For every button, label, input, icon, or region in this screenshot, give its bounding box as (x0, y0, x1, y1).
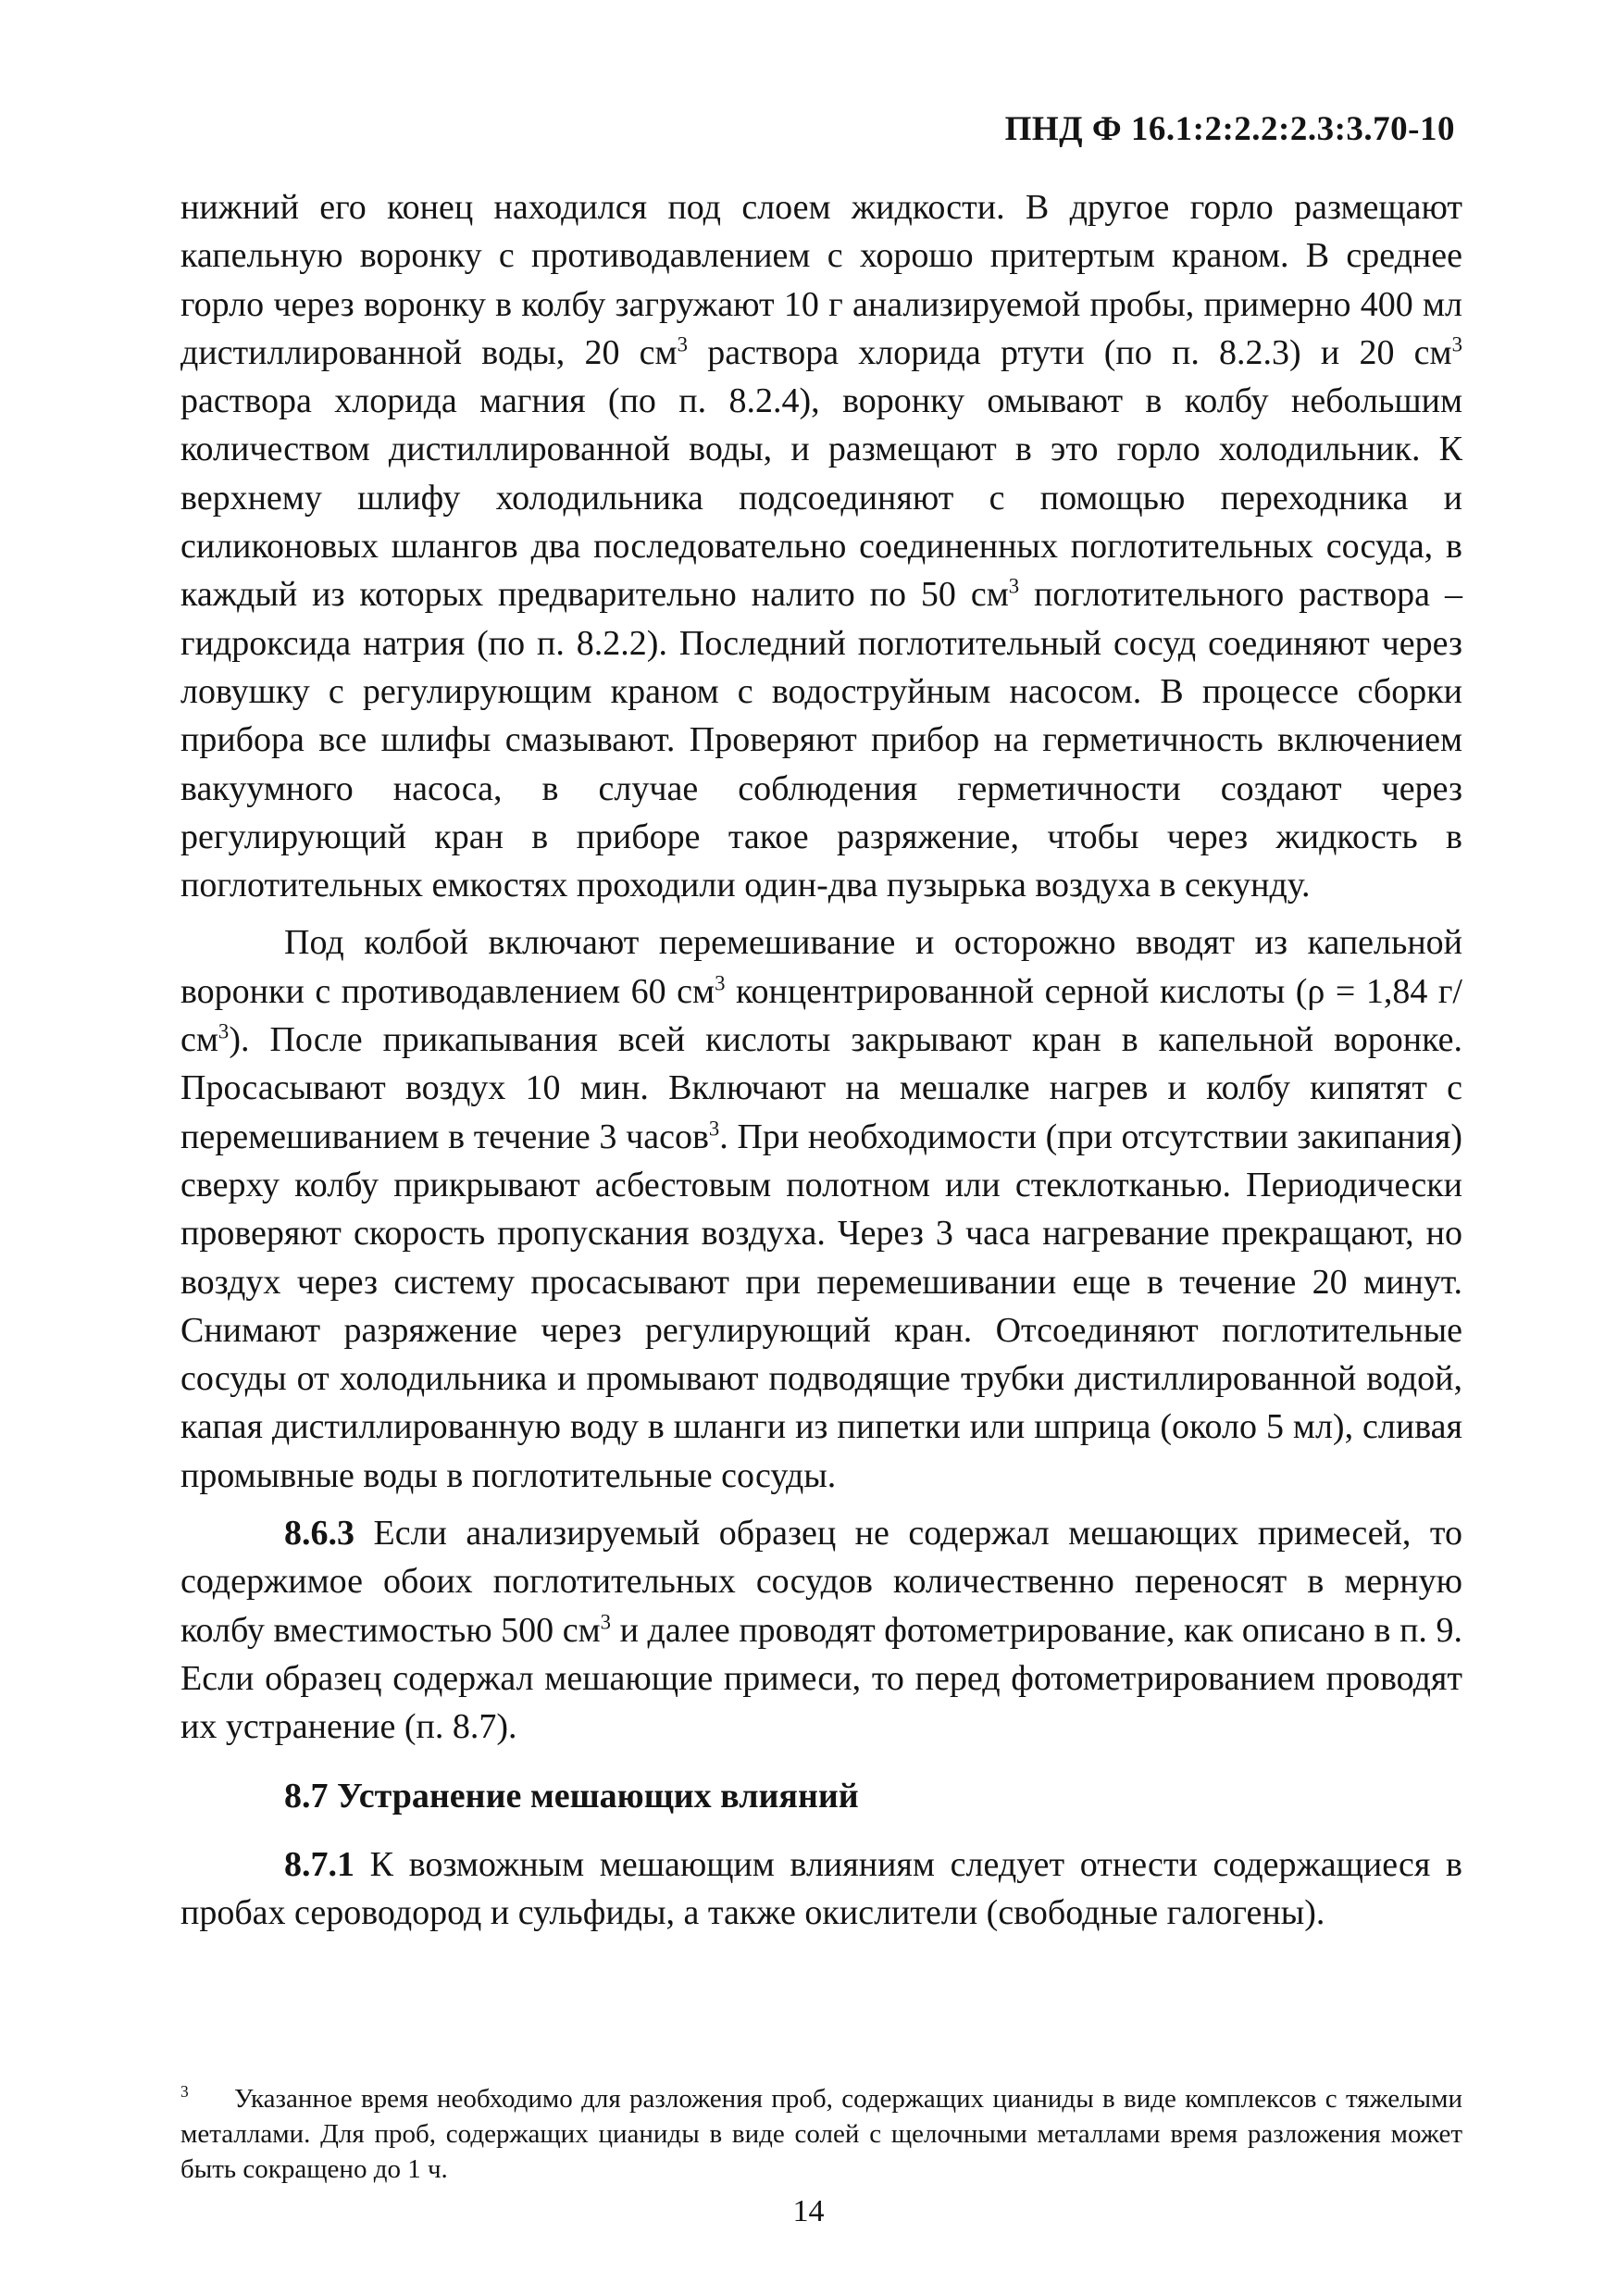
paragraph-continued: нижний его конец находился под слоем жидкости. В другое горло размещают капельную воронку с противодавлением с хорошо притертым краном. В среднее горло через воронку в колбу загружают 10 г анализируемой пробы, примерно 400 мл дистиллированной воды, 20 $см^3$ раствора хлорида ртути (по п. 8.2.3) и 20 $см^3$ раствора хлорида магния (по п. 8.2.4), воронку омывают в колбу небольшим количеством дистиллированной воды, и размещают в это горло холодильник. К верхнему шлифу холодильника подсоединяют с помощью переходника и силиконовых шлангов два последовательно соединенных поглотительных сосуда, в каждый из которых предварительно налито по 50 $см^3$ поглотительного раствора – гидроксида натрия (по п. 8.2.2). Последний поглотительный сосуд соединяют через ловушку с регулирующим краном с водоструйным насосом. В процессе сборки прибора все шлифы смазывают. Проверяют прибор на герметичность включением вакуумного насоса, в случае соблюдения герметичности создают через регулирующий кран в приборе такое разряжение, чтобы через жидкость в поглотительных емкостях проходили один-два пузырька воздуха в секунду. (180, 188, 1462, 905)
footnote: 3 Указанное время необходимо для разложения проб, содержащих цианиды в виде комплексов с тяжелыми металлами. Для проб, содержащих цианиды в виде солей с щелочными металлами время разложения может быть сокращено до 1 ч. (180, 2082, 1462, 2184)
section-heading: 8.7 Устранение мешающих влияний (284, 1776, 859, 1816)
document-code-header: ПНД Ф 16.1:2:2.2:2.3:3.70-10 (1004, 110, 1455, 148)
footnote-text: Указанное время необходимо для разложения проб, содержащих цианиды в виде комплексов с тяжелыми металлами. Для проб, содержащих цианиды в виде солей с щелочными металлами время разложения может быть сокращено до 1 ч. (180, 2084, 1462, 2184)
paragraph-8-6-3: 8.6.3 Если анализируемый образец не содержал мешающих примесей, то содержимое обоих поглотительных сосудов количественно переносят в мерную колбу вместимостью 500 $см^3$ и далее проводят фотометрирование, как описано в п. 9. Если образец содержал мешающие примеси, то перед фотометрированием проводят их устранение (п. 8.7). (180, 1514, 1462, 1747)
paragraph-distillation: Под колбой включают перемешивание и осторожно вводят из капельной воронки с противодавлением 60 $см^3$ концентрированной серной кислоты (ρ = 1,84 $г/см^3$). После прикапывания всей кислоты закрывают кран в капельной воронке. Просасывают воздух 10 мин. Включают на мешалке нагрев и колбу кипятят с перемешиванием в течение 3 часов$^3$. При необходимости (при отсутствии закипания) сверху колбу прикрывают асбестовым полотном или стеклотканью. Периодически проверяют скорость пропускания воздуха. Через 3 часа нагревание прекращают, но воздух через систему просасывают при перемешивании еще в течение 20 минут. Снимают разряжение через регулирующий кран. Отсоединяют поглотительные сосуды от холодильника и промывают подводящие трубки дистиллированной водой, капая дистиллированную воду в шланги из пипетки или шприца (около 5 мл), сливая промывные воды в поглотительные сосуды. (180, 923, 1462, 1495)
clause-number: 8.6.3 (284, 1514, 354, 1554)
clause-number: 8.7.1 (284, 1844, 354, 1884)
body-text (180, 183, 1462, 1937)
page-number: 14 (792, 2194, 825, 2228)
paragraph-8-7-1: 8.7.1 К возможным мешающим влияниям следует отнести содержащиеся в пробах сероводород и сульфиды, а также окислители (свободные галогены). (180, 1844, 1462, 1933)
footnote-reference: 3 (708, 1116, 720, 1140)
